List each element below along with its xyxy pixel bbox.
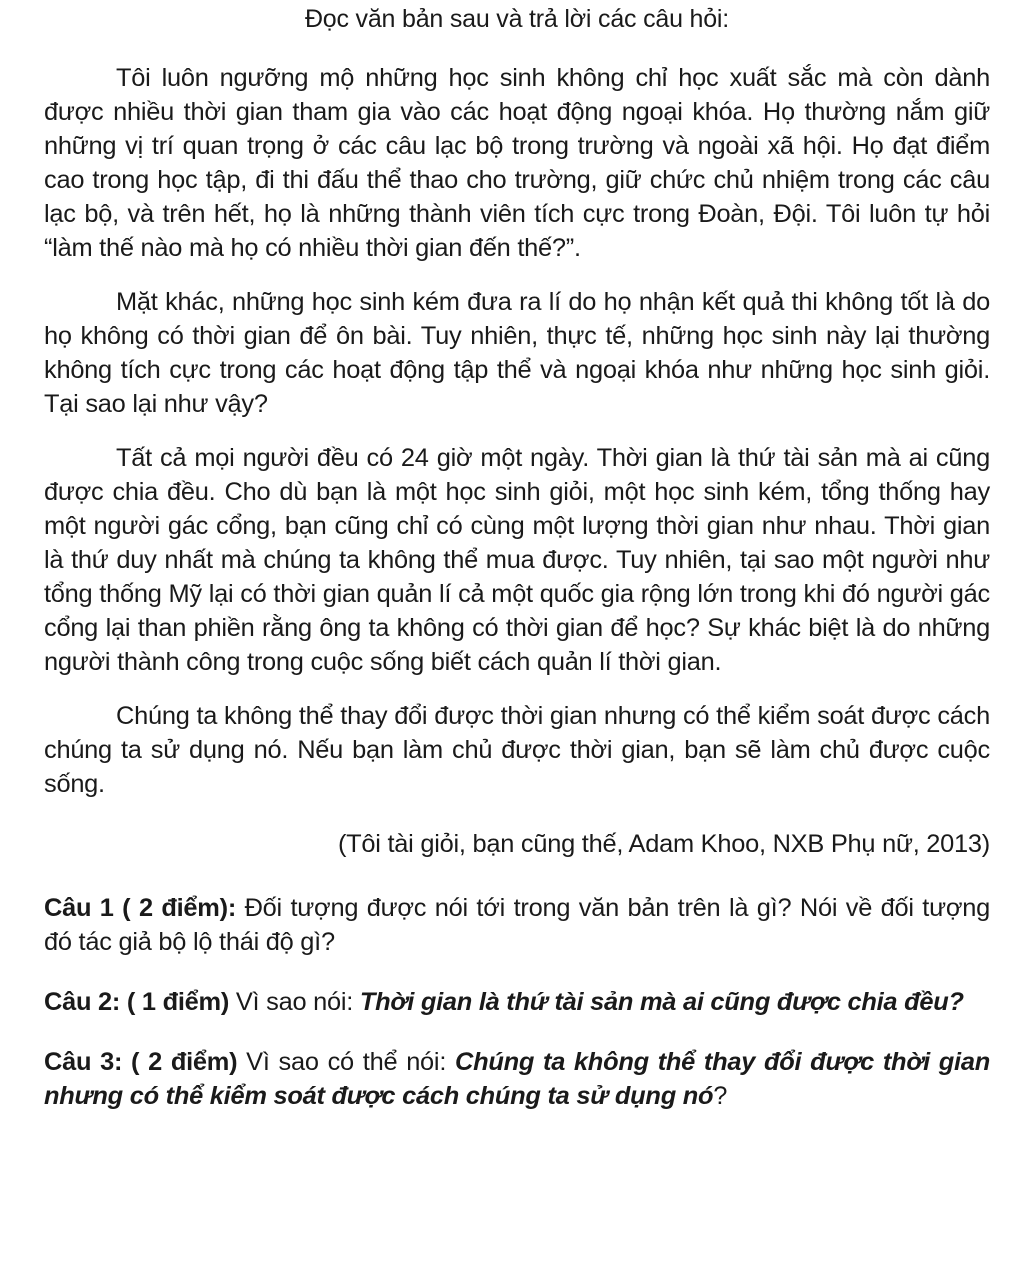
source-citation: (Tôi tài giỏi, bạn cũng thế, Adam Khoo, NXB Phụ nữ, 2013) [337, 830, 990, 858]
question-1 [44, 891, 990, 959]
question-3-quote: Chúng ta không thể thay đổi được thời gian nhưng có thể kiểm soát được cách chúng ta sử dụng nó [44, 1048, 990, 1110]
passage-paragraph-3: Tất cả mọi người đều có 24 giờ một ngày. Thời gian là thứ tài sản mà ai cũng được chia đều. Cho dù bạn là một học sinh giỏi, một học sinh kém, tổng thống hay một người gác cổng, bạn cũng chỉ có cùng một lượng thời gian như nhau. Thời gian là thứ duy nhất mà chúng ta không thể mua được. Tuy nhiên, tại sao một người như tổng thống Mỹ lại có thời gian quản lí cả một quốc gia rộng lớn trong khi đó người gác cổng lại than phiền rằng ông ta không có thời gian để học? Sự khác biệt là do những người thành công trong cuộc sống biết cách quản lí thời gian. [44, 444, 990, 676]
question-2-text: Vì sao nói: [229, 988, 360, 1016]
question-2-quote: Thời gian là thứ tài sản mà ai cũng được chia đều? [359, 988, 964, 1016]
question-3-text: Vì sao có thể nói: [237, 1048, 455, 1076]
question-1-label: Câu 1 ( 2 điểm): [44, 894, 237, 922]
instruction-heading: Đọc văn bản sau và trả lời các câu hỏi: [304, 5, 730, 33]
question-2 [44, 985, 990, 1019]
passage-paragraph-4: Chúng ta không thể thay đổi được thời gian nhưng có thể kiểm soát được cách chúng ta sử dụng nó. Nếu bạn làm chủ được thời gian, bạn sẽ làm chủ được cuộc sống. [44, 702, 990, 798]
question-1-text: Đối tượng được nói tới trong văn bản trên là gì? Nói về đối tượng đó tác giả bộ lộ thái độ gì? [44, 894, 990, 956]
passage-paragraph-2: Mặt khác, những học sinh kém đưa ra lí do họ nhận kết quả thi không tốt là do họ không có thời gian để ôn bài. Tuy nhiên, thực tế, những học sinh này lại thường không tích cực trong các hoạt động tập thể và ngoại khóa như những học sinh giỏi. Tại sao lại như vậy? [44, 288, 990, 418]
question-3-after: ? [713, 1082, 728, 1110]
question-2-label: Câu 2: ( 1 điểm) [44, 988, 230, 1016]
passage-paragraph-1: Tôi luôn ngưỡng mộ những học sinh không chỉ học xuất sắc mà còn dành được nhiều thời gian tham gia vào các hoạt động ngoại khóa. Họ thường nắm giữ những vị trí quan trọng ở các câu lạc bộ trong trường và ngoài xã hội. Họ đạt điểm cao trong học tập, đi thi đấu thể thao cho trường, giữ chức chủ nhiệm trong các câu lạc bộ, và trên hết, họ là những thành viên tích cực trong Đoàn, Đội. Tôi luôn tự hỏi “làm thế nào mà họ có nhiều thời gian đến thế?”. [44, 64, 990, 262]
question-3-label: Câu 3: ( 2 điểm) [44, 1048, 238, 1076]
question-3 [44, 1045, 990, 1113]
